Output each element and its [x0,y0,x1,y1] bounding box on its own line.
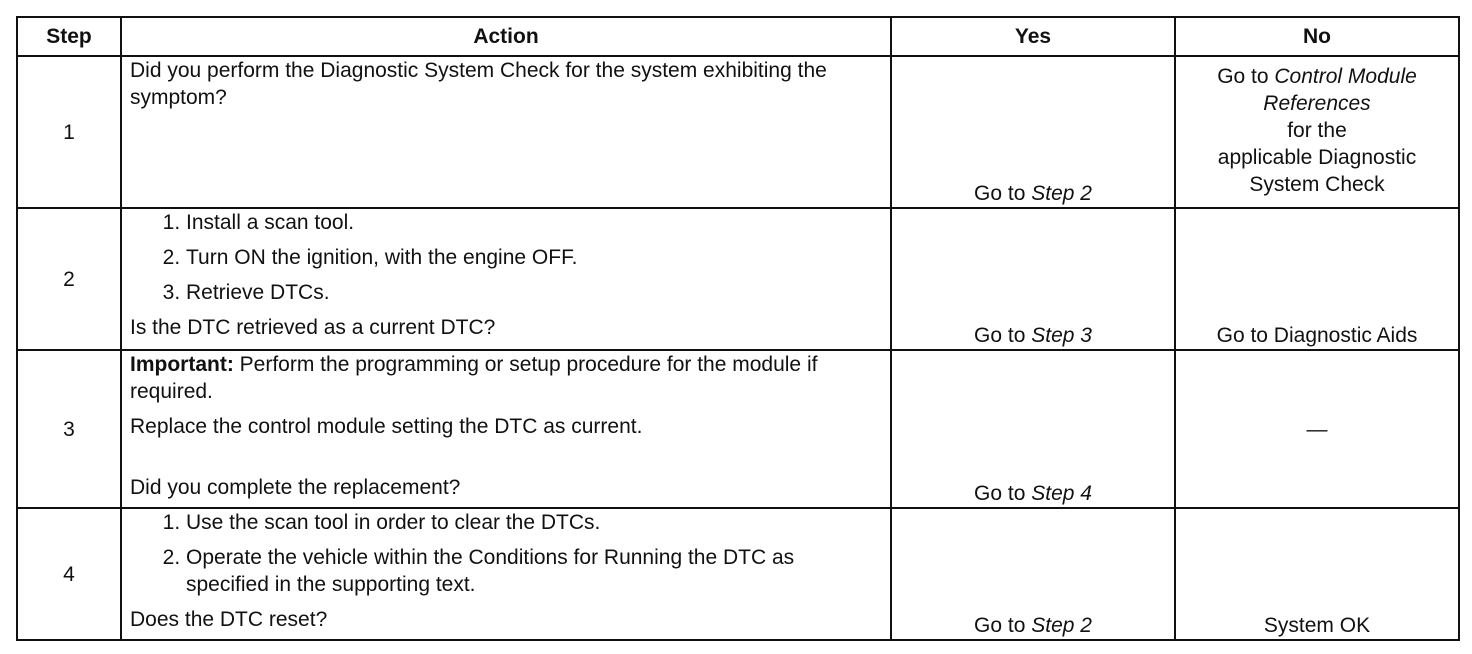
yes-step-ref: Step 2 [1031,614,1092,637]
yes-prefix: Go to [974,324,1032,347]
action-question: Did you complete the replacement? [130,476,461,499]
diagnostic-table [16,16,1460,641]
yes-step-ref: Step 4 [1031,482,1092,505]
action-question: Did you perform the Diagnostic System Check for the system exhibiting the symptom? [130,59,827,109]
table-row [17,508,1459,640]
no-reference: Control Module References [1263,65,1417,115]
action-list-item: 2. Turn ON the ignition, with the engine OFF. [186,244,882,271]
step-number: 3 [17,350,121,508]
important-label: Important: [130,353,234,376]
header-row [17,17,1459,56]
yes-step-ref: Step 2 [1031,182,1092,205]
action-question: Does the DTC reset? [130,608,328,631]
important-text: Perform the programming or setup procedure for the module if required. [130,353,818,403]
action-question: Is the DTC retrieved as a current DTC? [130,316,496,339]
action-cell [121,350,891,508]
yes-cell [891,508,1175,640]
yes-prefix: Go to [974,614,1032,637]
table-row [17,208,1459,350]
action-cell [121,508,891,640]
yes-prefix: Go to [974,482,1032,505]
no-cell [1175,56,1459,208]
step-number: 4 [17,508,121,640]
header-yes: Yes [891,17,1175,56]
action-list-item: 3. Retrieve DTCs. [186,279,882,306]
action-list-item: 1. Install a scan tool. [186,209,882,236]
header-no: No [1175,17,1459,56]
step-number: 1 [17,56,121,208]
no-prefix: Go to [1217,65,1275,88]
table-row [17,56,1459,208]
no-cell: Go to Diagnostic Aids [1175,208,1459,350]
no-cell: System OK [1175,508,1459,640]
yes-cell [891,56,1175,208]
no-suffix-2: applicable Diagnostic System Check [1217,146,1417,196]
yes-step-ref: Step 3 [1031,324,1092,347]
yes-cell [891,350,1175,508]
no-suffix: for the [1287,119,1347,142]
action-cell [121,56,891,208]
action-list-item: 1. Use the scan tool in order to clear the DTCs. [186,509,882,536]
yes-cell [891,208,1175,350]
action-instruction: Replace the control module setting the DTC as current. [130,415,643,438]
action-cell [121,208,891,350]
table-row [17,350,1459,508]
action-list-item: 2. Operate the vehicle within the Conditions for Running the DTC as specified in the supporting text. [186,544,882,598]
action-list [130,509,882,598]
step-number: 2 [17,208,121,350]
yes-prefix: Go to [974,182,1032,205]
header-action: Action [121,17,891,56]
header-step: Step [17,17,121,56]
important-note [130,351,882,405]
no-cell: — [1175,350,1459,508]
action-list [130,209,882,306]
